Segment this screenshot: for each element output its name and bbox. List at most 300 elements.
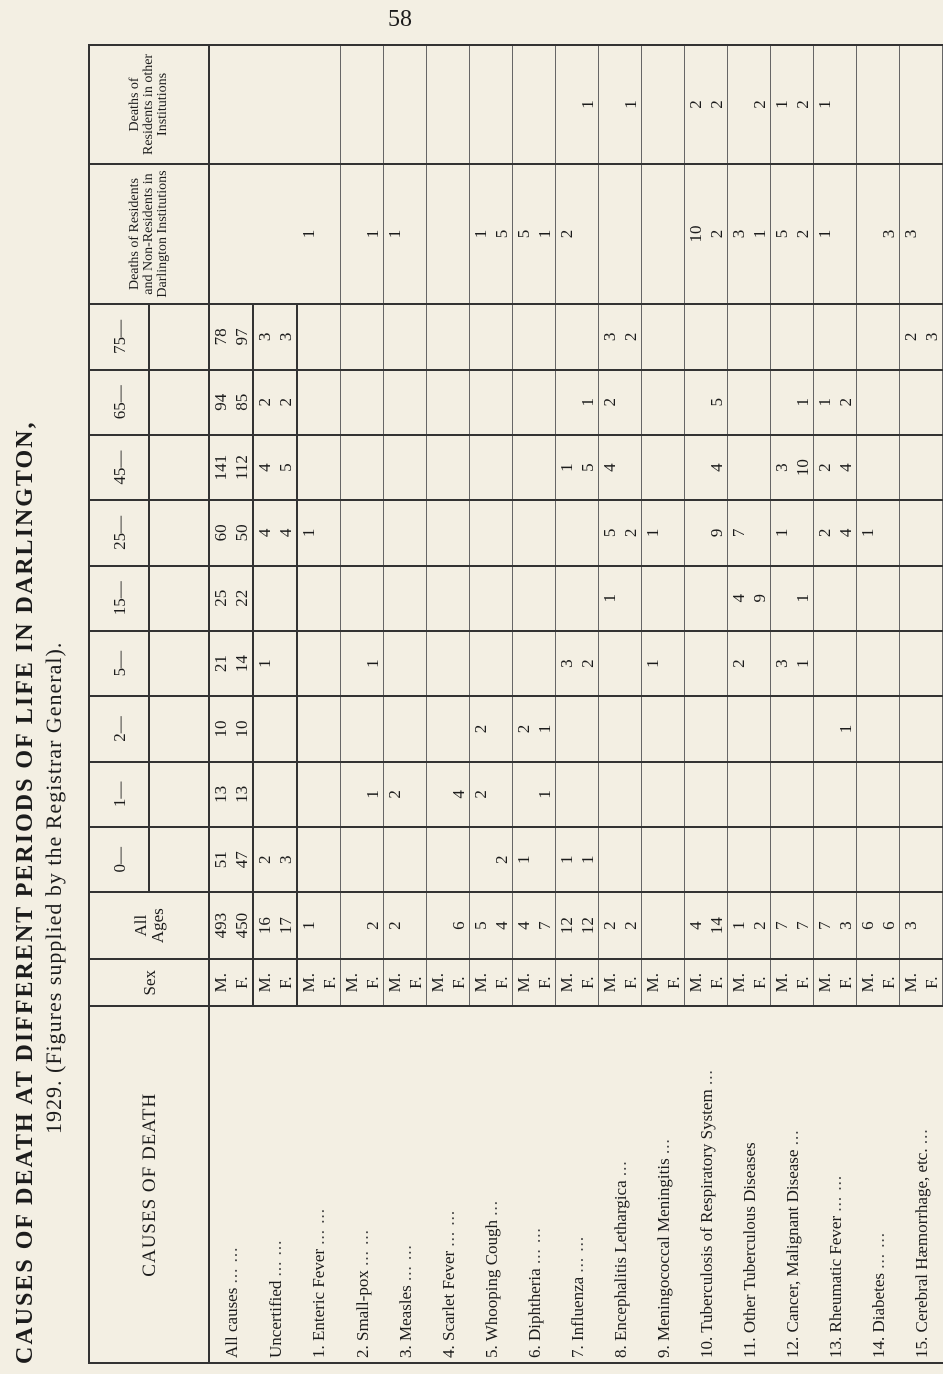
age-15-cell	[491, 566, 513, 631]
age-65-cell	[620, 370, 642, 435]
age-0-cell	[835, 827, 857, 892]
age-1-cell	[706, 762, 728, 827]
age-0-cell	[599, 827, 621, 892]
sex-cell: M.	[556, 959, 578, 1007]
table-row	[771, 45, 793, 1363]
cause-label	[427, 1006, 470, 1363]
other-institutions-cell	[921, 45, 943, 164]
all-ages-cell: 14	[706, 892, 728, 959]
age-0-cell	[297, 827, 319, 892]
cause-label	[728, 1006, 771, 1363]
age-25-cell	[470, 500, 492, 565]
cause-label	[556, 1006, 599, 1363]
cause-label	[253, 1006, 297, 1363]
age-75-cell	[556, 304, 578, 369]
age-2-cell: 10	[209, 696, 231, 761]
age-0-cell: 51	[209, 827, 231, 892]
age-0-cell	[427, 827, 449, 892]
leader-dots: ... ...	[567, 1235, 587, 1273]
age-5-cell: 21	[209, 631, 231, 696]
residents-institutions-cell	[253, 164, 297, 304]
age-25-cell: 4	[835, 500, 857, 565]
cause-text: 9. Meningococcal Meningitis	[653, 1158, 673, 1358]
header-age-25: 25—	[89, 500, 149, 565]
header-age-1-sub	[149, 762, 209, 827]
all-ages-cell: 4	[685, 892, 707, 959]
residents-institutions-cell	[319, 164, 341, 304]
age-1-cell	[771, 762, 793, 827]
age-75-cell	[491, 304, 513, 369]
age-1-cell	[685, 762, 707, 827]
age-25-cell	[319, 500, 341, 565]
age-2-cell: 2	[513, 696, 535, 761]
age-2-cell	[706, 696, 728, 761]
all-ages-cell: 16	[253, 892, 275, 959]
leader-dots: ...	[610, 1160, 630, 1177]
header-causes: CAUSES OF DEATH	[89, 1006, 209, 1363]
age-25-cell: 4	[275, 500, 297, 565]
age-65-cell: 85	[231, 370, 253, 435]
age-5-cell	[448, 631, 470, 696]
all-ages-cell: 2	[384, 892, 406, 959]
age-75-cell	[857, 304, 879, 369]
all-ages-cell: 2	[362, 892, 384, 959]
other-institutions-cell	[470, 45, 492, 164]
other-institutions-cell	[556, 45, 578, 164]
leader-dots: ... ...	[309, 1207, 329, 1245]
table-row	[253, 45, 275, 1363]
age-75-cell	[319, 304, 341, 369]
sex-cell: F.	[319, 959, 341, 1007]
age-75-cell	[362, 304, 384, 369]
age-5-cell	[470, 631, 492, 696]
header-age-0: 0—	[89, 827, 149, 892]
age-45-cell	[749, 435, 771, 500]
age-2-cell: 1	[534, 696, 556, 761]
sex-cell: F.	[835, 959, 857, 1007]
age-45-cell	[427, 435, 449, 500]
table-row	[814, 45, 836, 1363]
all-ages-cell: 2	[749, 892, 771, 959]
age-65-cell	[685, 370, 707, 435]
age-0-cell: 1	[556, 827, 578, 892]
age-65-cell	[663, 370, 685, 435]
cause-text: 7. Influenza	[567, 1276, 587, 1358]
age-25-cell	[577, 500, 599, 565]
cause-text: 11. Other Tuberculous Diseases	[739, 1142, 759, 1358]
age-75-cell: 3	[275, 304, 297, 369]
header-age-75-sub	[149, 304, 209, 369]
sex-cell: F.	[231, 959, 253, 1007]
age-15-cell	[405, 566, 427, 631]
age-5-cell	[427, 631, 449, 696]
age-1-cell	[341, 762, 363, 827]
age-1-cell	[642, 762, 664, 827]
age-15-cell: 22	[231, 566, 253, 631]
cause-text: 10. Tuberculosis of Respiratory System	[696, 1089, 716, 1358]
all-ages-cell	[319, 892, 341, 959]
age-25-cell: 2	[620, 500, 642, 565]
header-age-15-sub	[149, 566, 209, 631]
age-25-cell	[427, 500, 449, 565]
age-1-cell: 1	[362, 762, 384, 827]
age-2-cell	[275, 696, 297, 761]
age-15-cell	[253, 566, 275, 631]
cause-label	[599, 1006, 642, 1363]
leader-dots: ...	[481, 1199, 501, 1216]
age-15-cell: 4	[728, 566, 750, 631]
age-2-cell	[297, 696, 319, 761]
age-45-cell	[319, 435, 341, 500]
sex-cell: M.	[297, 959, 319, 1007]
all-ages-cell	[642, 892, 664, 959]
age-15-cell	[362, 566, 384, 631]
age-5-cell	[275, 631, 297, 696]
age-0-cell	[857, 827, 879, 892]
age-65-cell	[749, 370, 771, 435]
age-65-cell	[900, 370, 922, 435]
age-5-cell	[706, 631, 728, 696]
age-75-cell	[405, 304, 427, 369]
age-1-cell	[749, 762, 771, 827]
age-45-cell: 4	[706, 435, 728, 500]
all-ages-cell: 12	[577, 892, 599, 959]
age-15-cell: 1	[599, 566, 621, 631]
age-45-cell	[620, 435, 642, 500]
sex-cell: F.	[275, 959, 297, 1007]
age-0-cell: 3	[275, 827, 297, 892]
age-2-cell: 2	[470, 696, 492, 761]
age-75-cell	[814, 304, 836, 369]
age-15-cell	[685, 566, 707, 631]
other-institutions-cell	[513, 45, 535, 164]
age-75-cell	[706, 304, 728, 369]
age-25-cell	[405, 500, 427, 565]
title-line-1: CAUSES OF DEATH AT DIFFERENT PERIODS OF LIFE IN DARLINGTON,	[12, 420, 38, 1364]
age-5-cell: 1	[792, 631, 814, 696]
residents-institutions-cell	[427, 164, 449, 304]
header-all-ages: All Ages	[89, 892, 209, 959]
age-75-cell	[534, 304, 556, 369]
age-15-cell	[275, 566, 297, 631]
age-75-cell	[728, 304, 750, 369]
age-75-cell	[448, 304, 470, 369]
age-5-cell	[405, 631, 427, 696]
age-45-cell	[921, 435, 943, 500]
age-65-cell: 94	[209, 370, 231, 435]
age-5-cell	[900, 631, 922, 696]
age-5-cell: 1	[362, 631, 384, 696]
cause-text: 12. Cancer, Malignant Disease	[782, 1149, 802, 1358]
age-75-cell	[771, 304, 793, 369]
age-65-cell	[470, 370, 492, 435]
age-45-cell: 4	[599, 435, 621, 500]
age-75-cell: 3	[921, 304, 943, 369]
age-1-cell: 4	[448, 762, 470, 827]
cause-label	[814, 1006, 857, 1363]
age-25-cell	[663, 500, 685, 565]
other-institutions-cell: 1	[620, 45, 642, 164]
age-15-cell	[814, 566, 836, 631]
table-row	[642, 45, 664, 1363]
other-institutions-cell: 1	[814, 45, 836, 164]
age-5-cell: 2	[728, 631, 750, 696]
age-2-cell	[253, 696, 275, 761]
age-45-cell: 1	[556, 435, 578, 500]
age-2-cell	[814, 696, 836, 761]
age-15-cell	[556, 566, 578, 631]
age-45-cell: 141	[209, 435, 231, 500]
residents-institutions-cell: 1	[470, 164, 492, 304]
sex-cell: M.	[384, 959, 406, 1007]
other-institutions-cell	[448, 45, 470, 164]
sex-cell: M.	[728, 959, 750, 1007]
age-2-cell	[857, 696, 879, 761]
age-0-cell	[900, 827, 922, 892]
age-5-cell	[491, 631, 513, 696]
age-65-cell: 5	[706, 370, 728, 435]
age-2-cell	[405, 696, 427, 761]
age-65-cell	[771, 370, 793, 435]
cause-text: 13. Rheumatic Fever	[825, 1215, 845, 1358]
cause-text: 5. Whooping Cough	[481, 1219, 501, 1358]
age-0-cell	[663, 827, 685, 892]
sex-cell: M.	[513, 959, 535, 1007]
causes-of-death-table	[88, 44, 943, 1364]
age-75-cell	[470, 304, 492, 369]
table-row	[728, 45, 750, 1363]
age-2-cell	[448, 696, 470, 761]
age-65-cell	[341, 370, 363, 435]
age-75-cell	[792, 304, 814, 369]
age-15-cell	[319, 566, 341, 631]
sex-cell: F.	[448, 959, 470, 1007]
table-row	[209, 45, 231, 1363]
residents-institutions-cell: 1	[534, 164, 556, 304]
leader-dots: ...	[653, 1138, 673, 1155]
age-1-cell	[297, 762, 319, 827]
residents-institutions-cell	[341, 164, 363, 304]
residents-institutions-cell	[857, 164, 879, 304]
age-45-cell	[642, 435, 664, 500]
age-65-cell: 2	[275, 370, 297, 435]
header-age-5-sub	[149, 631, 209, 696]
other-institutions-cell	[900, 45, 922, 164]
cause-label	[513, 1006, 556, 1363]
all-ages-cell: 3	[900, 892, 922, 959]
age-15-cell	[427, 566, 449, 631]
age-0-cell	[706, 827, 728, 892]
age-0-cell	[341, 827, 363, 892]
residents-institutions-cell	[921, 164, 943, 304]
sex-cell: M.	[599, 959, 621, 1007]
age-1-cell	[792, 762, 814, 827]
age-45-cell	[900, 435, 922, 500]
age-0-cell	[362, 827, 384, 892]
age-15-cell	[513, 566, 535, 631]
cause-text: 4. Scarlet Fever	[438, 1250, 458, 1358]
sex-cell: F.	[405, 959, 427, 1007]
age-25-cell	[900, 500, 922, 565]
age-0-cell	[319, 827, 341, 892]
all-ages-cell	[405, 892, 427, 959]
age-2-cell	[620, 696, 642, 761]
age-75-cell	[685, 304, 707, 369]
residents-institutions-cell: 5	[491, 164, 513, 304]
age-65-cell	[384, 370, 406, 435]
age-65-cell	[921, 370, 943, 435]
age-25-cell	[341, 500, 363, 565]
header-sex: Sex	[89, 959, 209, 1007]
age-5-cell: 2	[577, 631, 599, 696]
age-5-cell	[835, 631, 857, 696]
age-5-cell	[341, 631, 363, 696]
table-row	[900, 45, 922, 1363]
all-ages-cell: 12	[556, 892, 578, 959]
age-45-cell: 5	[275, 435, 297, 500]
cause-label	[470, 1006, 513, 1363]
other-institutions-cell	[427, 45, 449, 164]
residents-institutions-cell: 5	[771, 164, 793, 304]
all-ages-cell: 493	[209, 892, 231, 959]
header-residents-institutions: Deaths of Residents and Non-Residents in Darlington Institutions	[89, 164, 209, 304]
age-15-cell: 9	[749, 566, 771, 631]
all-ages-cell: 6	[878, 892, 900, 959]
age-2-cell	[491, 696, 513, 761]
sex-cell: M.	[253, 959, 275, 1007]
age-0-cell: 47	[231, 827, 253, 892]
age-2-cell	[663, 696, 685, 761]
age-75-cell: 3	[253, 304, 275, 369]
leader-dots: ... ...	[352, 1229, 372, 1266]
age-2-cell	[792, 696, 814, 761]
age-15-cell	[921, 566, 943, 631]
residents-institutions-cell	[209, 164, 253, 304]
other-institutions-cell	[491, 45, 513, 164]
age-15-cell	[577, 566, 599, 631]
age-25-cell: 2	[814, 500, 836, 565]
age-65-cell	[491, 370, 513, 435]
age-45-cell: 3	[771, 435, 793, 500]
age-75-cell	[835, 304, 857, 369]
age-45-cell	[857, 435, 879, 500]
age-65-cell	[534, 370, 556, 435]
age-5-cell	[620, 631, 642, 696]
all-ages-cell: 6	[857, 892, 879, 959]
age-65-cell	[362, 370, 384, 435]
table-row	[685, 45, 707, 1363]
age-15-cell	[900, 566, 922, 631]
sex-cell: M.	[642, 959, 664, 1007]
header-age-45: 45—	[89, 435, 149, 500]
age-1-cell	[728, 762, 750, 827]
leader-dots: ... ...	[825, 1174, 845, 1212]
sex-cell: F.	[534, 959, 556, 1007]
age-1-cell	[814, 762, 836, 827]
age-25-cell: 1	[297, 500, 319, 565]
age-1-cell: 13	[209, 762, 231, 827]
age-25-cell	[513, 500, 535, 565]
age-0-cell	[448, 827, 470, 892]
age-15-cell	[534, 566, 556, 631]
age-45-cell	[405, 435, 427, 500]
all-ages-cell: 1	[728, 892, 750, 959]
age-25-cell: 1	[771, 500, 793, 565]
age-25-cell: 4	[253, 500, 275, 565]
age-65-cell	[513, 370, 535, 435]
age-15-cell: 25	[209, 566, 231, 631]
residents-institutions-cell	[642, 164, 664, 304]
all-ages-cell	[921, 892, 943, 959]
leader-dots: ...	[696, 1069, 716, 1086]
table-row	[427, 45, 449, 1363]
table-row	[513, 45, 535, 1363]
age-0-cell	[921, 827, 943, 892]
age-0-cell	[771, 827, 793, 892]
all-ages-cell: 7	[792, 892, 814, 959]
cause-label	[771, 1006, 814, 1363]
age-75-cell: 97	[231, 304, 253, 369]
age-5-cell	[513, 631, 535, 696]
age-65-cell: 1	[577, 370, 599, 435]
age-65-cell	[405, 370, 427, 435]
leader-dots: ... ...	[265, 1239, 285, 1277]
age-1-cell	[857, 762, 879, 827]
sex-cell: F.	[362, 959, 384, 1007]
age-25-cell: 50	[231, 500, 253, 565]
other-institutions-cell	[209, 45, 253, 164]
all-ages-cell: 4	[491, 892, 513, 959]
age-0-cell	[405, 827, 427, 892]
age-2-cell	[599, 696, 621, 761]
age-2-cell	[319, 696, 341, 761]
age-1-cell	[319, 762, 341, 827]
age-0-cell	[534, 827, 556, 892]
age-1-cell: 1	[534, 762, 556, 827]
residents-institutions-cell: 3	[728, 164, 750, 304]
sex-cell: M.	[341, 959, 363, 1007]
residents-institutions-cell: 1	[749, 164, 771, 304]
age-1-cell	[491, 762, 513, 827]
age-75-cell: 78	[209, 304, 231, 369]
age-5-cell	[814, 631, 836, 696]
age-45-cell	[341, 435, 363, 500]
sex-cell: F.	[491, 959, 513, 1007]
age-0-cell: 1	[577, 827, 599, 892]
age-1-cell	[577, 762, 599, 827]
age-5-cell	[921, 631, 943, 696]
age-65-cell: 1	[792, 370, 814, 435]
residents-institutions-cell	[577, 164, 599, 304]
header-age-0-sub	[149, 827, 209, 892]
age-65-cell	[427, 370, 449, 435]
age-45-cell	[297, 435, 319, 500]
residents-institutions-cell	[835, 164, 857, 304]
all-ages-cell: 6	[448, 892, 470, 959]
other-institutions-cell: 1	[771, 45, 793, 164]
other-institutions-cell	[253, 45, 297, 164]
age-65-cell: 1	[814, 370, 836, 435]
age-0-cell	[470, 827, 492, 892]
age-0-cell	[728, 827, 750, 892]
age-25-cell: 1	[857, 500, 879, 565]
age-75-cell: 3	[599, 304, 621, 369]
table-row	[384, 45, 406, 1363]
all-ages-cell: 7	[814, 892, 836, 959]
other-institutions-cell	[405, 45, 427, 164]
age-45-cell	[663, 435, 685, 500]
age-1-cell: 2	[470, 762, 492, 827]
